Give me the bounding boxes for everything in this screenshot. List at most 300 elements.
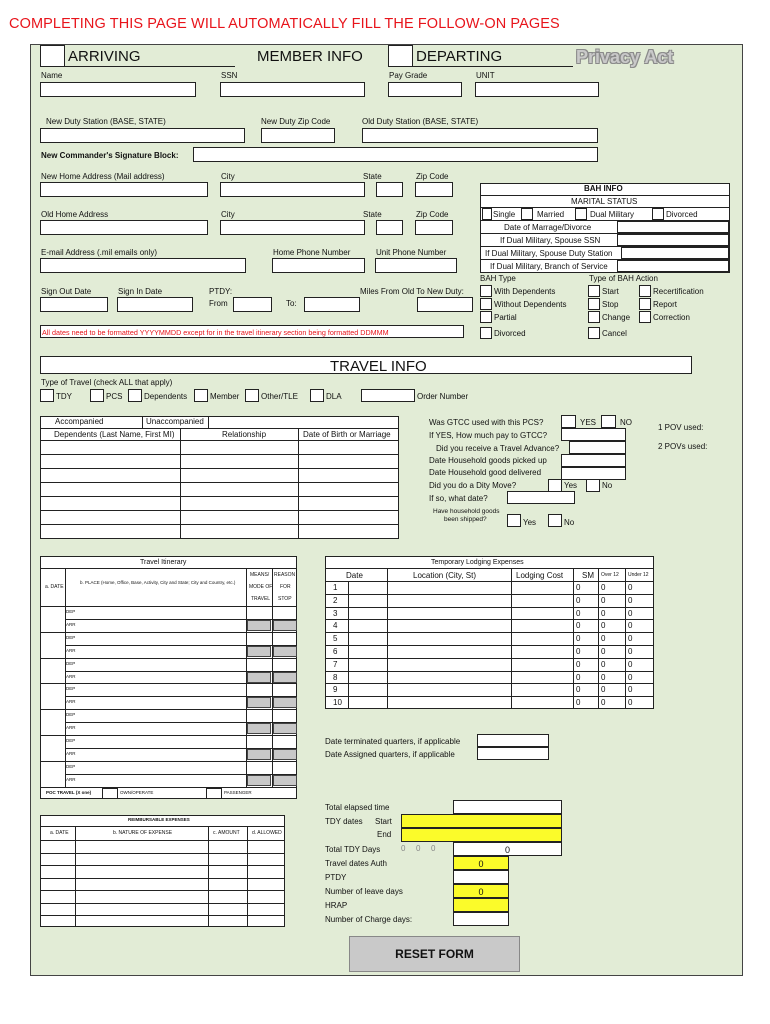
new-home-address-input[interactable] (40, 182, 208, 197)
single-checkbox[interactable] (482, 208, 492, 220)
itin-row-line (40, 709, 297, 710)
assigned-input[interactable] (477, 747, 549, 760)
itin-line (40, 568, 297, 569)
dependents-label: Dependents (144, 392, 188, 401)
itin-row-line (40, 632, 297, 633)
dla-checkbox[interactable] (310, 389, 324, 402)
unit-input[interactable] (475, 82, 599, 97)
hhg-delivered-label: Date Household good delivered (429, 468, 542, 477)
itin-row-type: DEP (66, 763, 76, 769)
lodging-under12-value: 0 (628, 698, 633, 708)
lodging-sm-value: 0 (576, 659, 581, 669)
tdy-zero-3: 0 (431, 844, 436, 853)
with-dependents-label: With Dependents (494, 287, 556, 296)
lodging-row-line (325, 632, 654, 633)
new-city-input[interactable] (220, 182, 365, 197)
reimb-row-line[interactable] (40, 915, 285, 916)
leave-label: Number of leave days (325, 887, 403, 896)
gtcc-no-checkbox[interactable] (601, 415, 616, 428)
itin-place-header: b. PLACE (Home, Office, Base, Activity, City and State; City and Country, etc.) (80, 580, 236, 585)
header-line (413, 66, 573, 67)
travel-info-title: TRAVEL INFO (330, 358, 427, 375)
lodging-under12-value: 0 (628, 647, 633, 656)
lodging-over12-value: 0 (601, 621, 606, 631)
gtcc-yes-label: YES (580, 418, 597, 427)
lodging-over12-header: Over 12 (601, 572, 619, 578)
tdy-checkbox[interactable] (40, 389, 54, 402)
correction-checkbox[interactable] (639, 311, 651, 323)
stop-label: Stop (602, 300, 619, 309)
lodging-sm-value: 0 (576, 621, 581, 631)
old-home-address-input[interactable] (40, 220, 208, 235)
reimb-line (40, 826, 285, 827)
hhg-shipped-yes-checkbox[interactable] (507, 514, 521, 527)
gtcc-pay-input[interactable] (561, 428, 626, 441)
home-phone-label: Home Phone Number (273, 248, 351, 257)
report-label: Report (653, 300, 678, 309)
ptdy-label: PTDY: (209, 287, 233, 296)
spouse-station-label: If Dual Military, Spouse Duty Station (485, 249, 613, 258)
old-zip-label: Zip Code (416, 210, 449, 219)
ssn-input[interactable] (220, 82, 365, 97)
leave-value[interactable]: 0 (453, 884, 509, 898)
lodging-row-number: 3 (333, 608, 338, 618)
new-home-address-label: New Home Address (Mail address) (41, 172, 165, 181)
itin-row-type: ARR (66, 673, 76, 679)
itin-row-line (40, 683, 297, 684)
lodging-sm-value: 0 (576, 647, 581, 656)
header-line (65, 66, 235, 67)
lodging-row-number: 7 (333, 659, 338, 669)
old-zip-input[interactable] (415, 220, 453, 235)
auth-value[interactable]: 0 (453, 856, 509, 870)
poc-travel-label: POC TRAVEL (X one) (46, 790, 92, 795)
lodging-line (325, 568, 654, 569)
dependents-checkbox[interactable] (128, 389, 142, 402)
miles-input[interactable] (417, 297, 473, 312)
other-tle-checkbox[interactable] (245, 389, 259, 402)
ptdy-total-input[interactable] (453, 870, 509, 884)
spouse-branch-label: If Dual Military, Branch of Service (490, 262, 608, 271)
lodging-line (325, 581, 654, 582)
itin-row-type: DEP (66, 686, 76, 692)
miles-label: Miles From Old To New Duty: (360, 287, 464, 296)
reimb-date-header: a. DATE (50, 830, 69, 836)
sign-in-date-label: Sign In Date (118, 287, 163, 296)
reimb-amount-header: c. AMOUNT (213, 830, 240, 836)
itin-mode-cell[interactable] (273, 697, 297, 708)
itin-row-type: DEP (66, 712, 76, 718)
lodging-over12-value: 0 (601, 608, 606, 618)
lodging-under12-value: 0 (628, 595, 633, 605)
tdy-start-input[interactable] (401, 814, 562, 828)
report-checkbox[interactable] (639, 298, 651, 310)
dity-no-label: No (602, 481, 613, 490)
lodging-sm-value: 0 (576, 698, 581, 708)
partial-checkbox[interactable] (480, 311, 492, 323)
lodging-over12-value: 0 (601, 698, 606, 708)
member-label: Member (210, 392, 240, 401)
dependent-row[interactable] (40, 510, 399, 511)
old-home-address-label: Old Home Address (41, 210, 109, 219)
advance-input[interactable] (569, 441, 626, 454)
married-checkbox[interactable] (521, 208, 533, 220)
lodging-sm-value: 0 (576, 595, 581, 605)
dep-line (142, 416, 143, 428)
name-input[interactable] (40, 82, 196, 97)
tdy-end-input[interactable] (401, 828, 562, 842)
new-duty-station-input[interactable] (40, 128, 245, 143)
order-number-label: Order Number (417, 392, 469, 401)
pay-grade-input[interactable] (388, 82, 462, 97)
bah-type-label: BAH Type (480, 274, 516, 283)
new-state-input[interactable] (376, 182, 403, 197)
new-duty-station-label: New Duty Station (BASE, STATE) (46, 117, 166, 126)
itin-row-type: DEP (66, 634, 76, 640)
ptdy-total-label: PTDY (325, 873, 347, 882)
relationship-header: Relationship (222, 430, 267, 439)
order-number-input[interactable] (361, 389, 415, 402)
lodging-sm-value: 0 (576, 634, 581, 644)
gtcc-label: Was GTCC used with this PCS? (429, 418, 544, 427)
what-date-label: If so, what date? (429, 494, 488, 503)
lodging-row-line (325, 645, 654, 646)
passenger-checkbox[interactable] (206, 788, 222, 799)
lodging-over12-value: 0 (601, 595, 606, 605)
lodging-over12-value: 0 (601, 659, 606, 669)
reimb-row-line[interactable] (40, 853, 285, 854)
old-state-label: State (363, 210, 382, 219)
itin-date-header: a. DATE (45, 584, 64, 590)
auth-label: Travel dates Auth (325, 859, 387, 868)
new-state-label: State (363, 172, 382, 181)
lodging-row-number: 10 (333, 698, 342, 708)
itin-row-type: ARR (66, 725, 76, 731)
lodging-row-line (325, 619, 654, 620)
dep-line (208, 416, 209, 428)
total-tdy-label: Total TDY Days (325, 845, 381, 854)
lodging-row-line (325, 607, 654, 608)
reimb-row-line[interactable] (40, 890, 285, 891)
reimb-allowed-header: d. ALLOWED (252, 830, 282, 836)
dep-line (298, 428, 299, 539)
itin-row-line (40, 658, 297, 659)
lodging-under12-value: 0 (628, 608, 633, 618)
lodging-under12-value: 0 (628, 659, 633, 669)
hrap-label: HRAP (325, 901, 348, 910)
itin-line (40, 787, 297, 788)
change-label: Change (602, 313, 631, 322)
accompanied-label: Accompanied (55, 417, 104, 426)
reimb-line (75, 826, 76, 927)
dep-col-header: Dependents (Last Name, First MI) (54, 430, 175, 439)
hhg-shipped-yes-label: Yes (523, 518, 537, 527)
recertification-checkbox[interactable] (639, 285, 651, 297)
unit-label: UNIT (476, 71, 495, 80)
new-duty-zip-label: New Duty Zip Code (261, 117, 331, 126)
dependent-row[interactable] (40, 468, 399, 469)
lodging-row-number: 6 (333, 647, 338, 656)
stop-checkbox[interactable] (588, 298, 600, 310)
bah-title: BAH INFO (584, 184, 623, 193)
divorced-label: Divorced (666, 210, 698, 219)
lodging-sm-value: 0 (576, 608, 581, 618)
sign-out-date-input[interactable] (40, 297, 108, 312)
lodging-location-header: Location (City, St) (413, 571, 476, 580)
married-label: Married (537, 210, 565, 219)
assigned-label: Date Assigned quarters, if applicable (325, 750, 455, 759)
other-tle-label: Other/TLE (261, 392, 298, 401)
change-checkbox[interactable] (588, 311, 600, 323)
itin-row-line (40, 735, 297, 736)
itin-mode-cell[interactable] (247, 646, 271, 657)
lodging-row-number: 4 (333, 621, 338, 631)
itin-row-type: DEP (66, 738, 76, 743)
unit-phone-label: Unit Phone Number (376, 248, 447, 257)
spouse-station-input[interactable] (621, 247, 729, 259)
itinerary-title: Travel Itinerary (140, 559, 187, 566)
itin-mode-cell[interactable] (247, 775, 271, 786)
dep-line (180, 428, 181, 539)
pcs-label: PCS (106, 392, 123, 401)
charge-input[interactable] (453, 912, 509, 926)
lodging-row-line (325, 658, 654, 659)
itin-row-type: DEP (66, 609, 76, 614)
lodging-under12-value: 0 (628, 685, 633, 695)
ptdy-from-input[interactable] (233, 297, 272, 312)
lodging-row-line (325, 696, 654, 697)
unaccompanied-label: Unaccompanied (146, 417, 204, 426)
itin-mode-cell[interactable] (247, 697, 271, 708)
lodging-line (598, 568, 599, 709)
reimb-line (247, 826, 248, 927)
itin-travel-header: TRAVEL (251, 596, 271, 602)
lodging-over12-value: 0 (601, 647, 606, 656)
dual-military-label: Dual Military (590, 210, 635, 219)
lodging-sm-value: 0 (576, 583, 581, 592)
lodging-row-number: 5 (333, 634, 338, 644)
hhg-shipped-no-label: No (564, 518, 575, 527)
lodging-under12-value: 0 (628, 583, 633, 592)
old-duty-station-input[interactable] (362, 128, 598, 143)
charge-label: Number of Charge days: (325, 915, 413, 924)
dity-yes-label: Yes (564, 481, 578, 490)
bah-divorced-checkbox[interactable] (480, 327, 492, 339)
commander-sig-label: New Commander's Signature Block: (41, 151, 179, 160)
tdy-zero-1: 0 (401, 844, 406, 853)
lodging-line (625, 568, 626, 709)
tdy-start-label: Start (375, 817, 392, 826)
itin-mode-cell[interactable] (273, 672, 297, 683)
arriving-label: ARRIVING (68, 48, 141, 65)
old-city-input[interactable] (220, 220, 365, 235)
lodging-title: Temporary Lodging Expenses (431, 559, 524, 566)
pcs-checkbox[interactable] (90, 389, 104, 402)
hrap-input[interactable] (453, 898, 509, 912)
date-marriage-label: Date of Marrage/Divorce (504, 223, 592, 232)
own-operate-label: OWN/OPERATE (120, 790, 154, 795)
start-checkbox[interactable] (588, 285, 600, 297)
passenger-label: PASSENGER (224, 790, 252, 795)
page-banner: COMPLETING THIS PAGE WILL AUTOMATICALLY FILL THE FOLLOW-ON PAGES (9, 16, 560, 32)
new-zip-input[interactable] (415, 182, 453, 197)
departing-label: DEPARTING (416, 48, 503, 65)
member-checkbox[interactable] (194, 389, 208, 402)
lodging-under12-value: 0 (628, 672, 633, 682)
lodging-row-number: 8 (333, 672, 338, 682)
lodging-row-number: 9 (333, 685, 338, 695)
own-operate-checkbox[interactable] (102, 788, 118, 799)
with-dependents-checkbox[interactable] (480, 285, 492, 297)
spouse-ssn-input[interactable] (617, 234, 729, 246)
hhg-pickup-label: Date Household goods picked up (429, 456, 547, 465)
advance-label: Did you receive a Travel Advance? (436, 444, 560, 453)
gtcc-pay-label: If YES, How much pay to GTCC? (429, 431, 548, 440)
itin-row-type: DEP (66, 660, 76, 666)
lodging-sm-value: 0 (576, 672, 581, 682)
lodging-under12-value: 0 (628, 621, 633, 631)
lodging-under12-value: 0 (628, 634, 633, 644)
dob-header: Date of Birth or Marriage (303, 430, 391, 439)
reimb-line (208, 826, 209, 927)
departing-checkbox[interactable] (388, 45, 413, 67)
lodging-row-line (325, 671, 654, 672)
spouse-branch-input[interactable] (617, 260, 729, 272)
single-label: Single (493, 210, 516, 219)
without-dependents-checkbox[interactable] (480, 298, 492, 310)
lodging-date-header: Date (346, 571, 363, 580)
unit-phone-input[interactable] (375, 258, 457, 273)
reimb-row-line[interactable] (40, 878, 285, 879)
lodging-line (573, 568, 574, 709)
reimb-row-line[interactable] (40, 865, 285, 866)
member-info-title: MEMBER INFO (257, 48, 363, 65)
recertification-label: Recertification (653, 287, 704, 296)
bah-line (480, 195, 730, 196)
gtcc-yes-checkbox[interactable] (561, 415, 576, 428)
total-tdy-value: 0 (453, 842, 562, 856)
commander-sig-input[interactable] (193, 147, 598, 162)
dual-military-checkbox[interactable] (575, 208, 587, 220)
new-city-label: City (221, 172, 235, 181)
itin-mode-header: MODE OF (249, 584, 273, 590)
old-duty-station-label: Old Duty Station (BASE, STATE) (362, 117, 479, 126)
lodging-sm-header: SM (582, 571, 594, 580)
terminated-input[interactable] (477, 734, 549, 747)
lodging-row-number: 1 (333, 583, 338, 592)
elapsed-label: Total elapsed time (325, 803, 390, 812)
spouse-ssn-label: If Dual Military, Spouse SSN (500, 236, 601, 245)
elapsed-input[interactable] (453, 800, 562, 814)
tdy-end-label: End (377, 830, 392, 839)
itin-reason-header: REASON (274, 572, 296, 578)
lodging-line (511, 568, 512, 709)
lodging-row-line (325, 683, 654, 684)
old-state-input[interactable] (376, 220, 403, 235)
lodging-under12-header: Under 12 (628, 572, 649, 578)
dity-date-input[interactable] (507, 491, 575, 504)
ssn-label: SSN (221, 71, 238, 80)
lodging-over12-value: 0 (601, 685, 606, 695)
date-marriage-input[interactable] (617, 221, 729, 233)
arriving-checkbox[interactable] (40, 45, 65, 67)
lodging-sm-value: 0 (576, 685, 581, 695)
itin-mode-cell[interactable] (247, 672, 271, 683)
tdy-zero-2: 0 (416, 844, 421, 853)
pov2-label: 2 POVs used: (658, 442, 708, 451)
sign-out-date-label: Sign Out Date (41, 287, 92, 296)
dependent-row[interactable] (40, 524, 399, 525)
dependent-row[interactable] (40, 454, 399, 455)
divorced-checkbox[interactable] (652, 208, 664, 220)
lodging-row-line (325, 594, 654, 595)
hhg-pickup-input[interactable] (561, 454, 626, 467)
reimb-row-line[interactable] (40, 903, 285, 904)
itin-mode-cell[interactable] (273, 775, 297, 786)
dependent-row[interactable] (40, 482, 399, 483)
email-input[interactable] (40, 258, 246, 273)
cancel-checkbox[interactable] (588, 327, 600, 339)
itin-mode-cell[interactable] (273, 620, 297, 631)
itin-mode-cell[interactable] (273, 646, 297, 657)
ptdy-to-input[interactable] (304, 297, 360, 312)
pov1-label: 1 POV used: (658, 423, 704, 432)
itin-mode-cell[interactable] (273, 723, 297, 734)
privacy-act-stamp: Privacy Act (576, 47, 674, 67)
dity-label: Did you do a Dity Move? (429, 481, 517, 490)
itin-row-line (40, 761, 297, 762)
gtcc-no-label: NO (620, 418, 632, 427)
new-zip-label: Zip Code (416, 172, 449, 181)
itin-line (40, 606, 297, 607)
reimb-line (40, 840, 285, 841)
new-duty-zip-input[interactable] (261, 128, 335, 143)
start-label: Start (602, 287, 619, 296)
lodging-over12-value: 0 (601, 583, 606, 592)
hhg-shipped-label-2: been shipped? (444, 516, 487, 523)
bah-divorced-label: Divorced (494, 329, 526, 338)
reimb-title: REIMBURSABLE EXPENSES (128, 817, 190, 822)
sign-in-date-input[interactable] (117, 297, 193, 312)
dependent-row[interactable] (40, 496, 399, 497)
dependent-row[interactable] (40, 440, 399, 441)
itin-for-header: FOR (280, 584, 291, 590)
home-phone-input[interactable] (272, 258, 365, 273)
partial-label: Partial (494, 313, 517, 322)
itin-mode-cell[interactable] (247, 723, 271, 734)
lodging-over12-value: 0 (601, 634, 606, 644)
dity-no-checkbox[interactable] (586, 479, 600, 492)
pay-grade-label: Pay Grade (389, 71, 428, 80)
without-dependents-label: Without Dependents (494, 300, 567, 309)
old-city-label: City (221, 210, 235, 219)
bah-line (480, 207, 730, 208)
itin-mode-cell[interactable] (247, 620, 271, 631)
reimb-nature-header: b. NATURE OF EXPENSE (113, 830, 173, 836)
dla-label: DLA (326, 392, 342, 401)
reset-form-button[interactable]: RESET FORM (349, 936, 520, 972)
dep-line (40, 428, 399, 429)
tdy-dates-label: TDY dates (325, 817, 363, 826)
hhg-shipped-no-checkbox[interactable] (548, 514, 562, 527)
itin-mode-cell[interactable] (273, 749, 297, 760)
itin-mode-cell[interactable] (247, 749, 271, 760)
itin-means-header: MEANS/ (250, 572, 270, 578)
itin-row-type: ARR (66, 750, 76, 756)
itin-row-type: ARR (66, 776, 76, 782)
itin-row-type: ARR (66, 699, 76, 705)
ptdy-from-label: From (209, 299, 228, 308)
